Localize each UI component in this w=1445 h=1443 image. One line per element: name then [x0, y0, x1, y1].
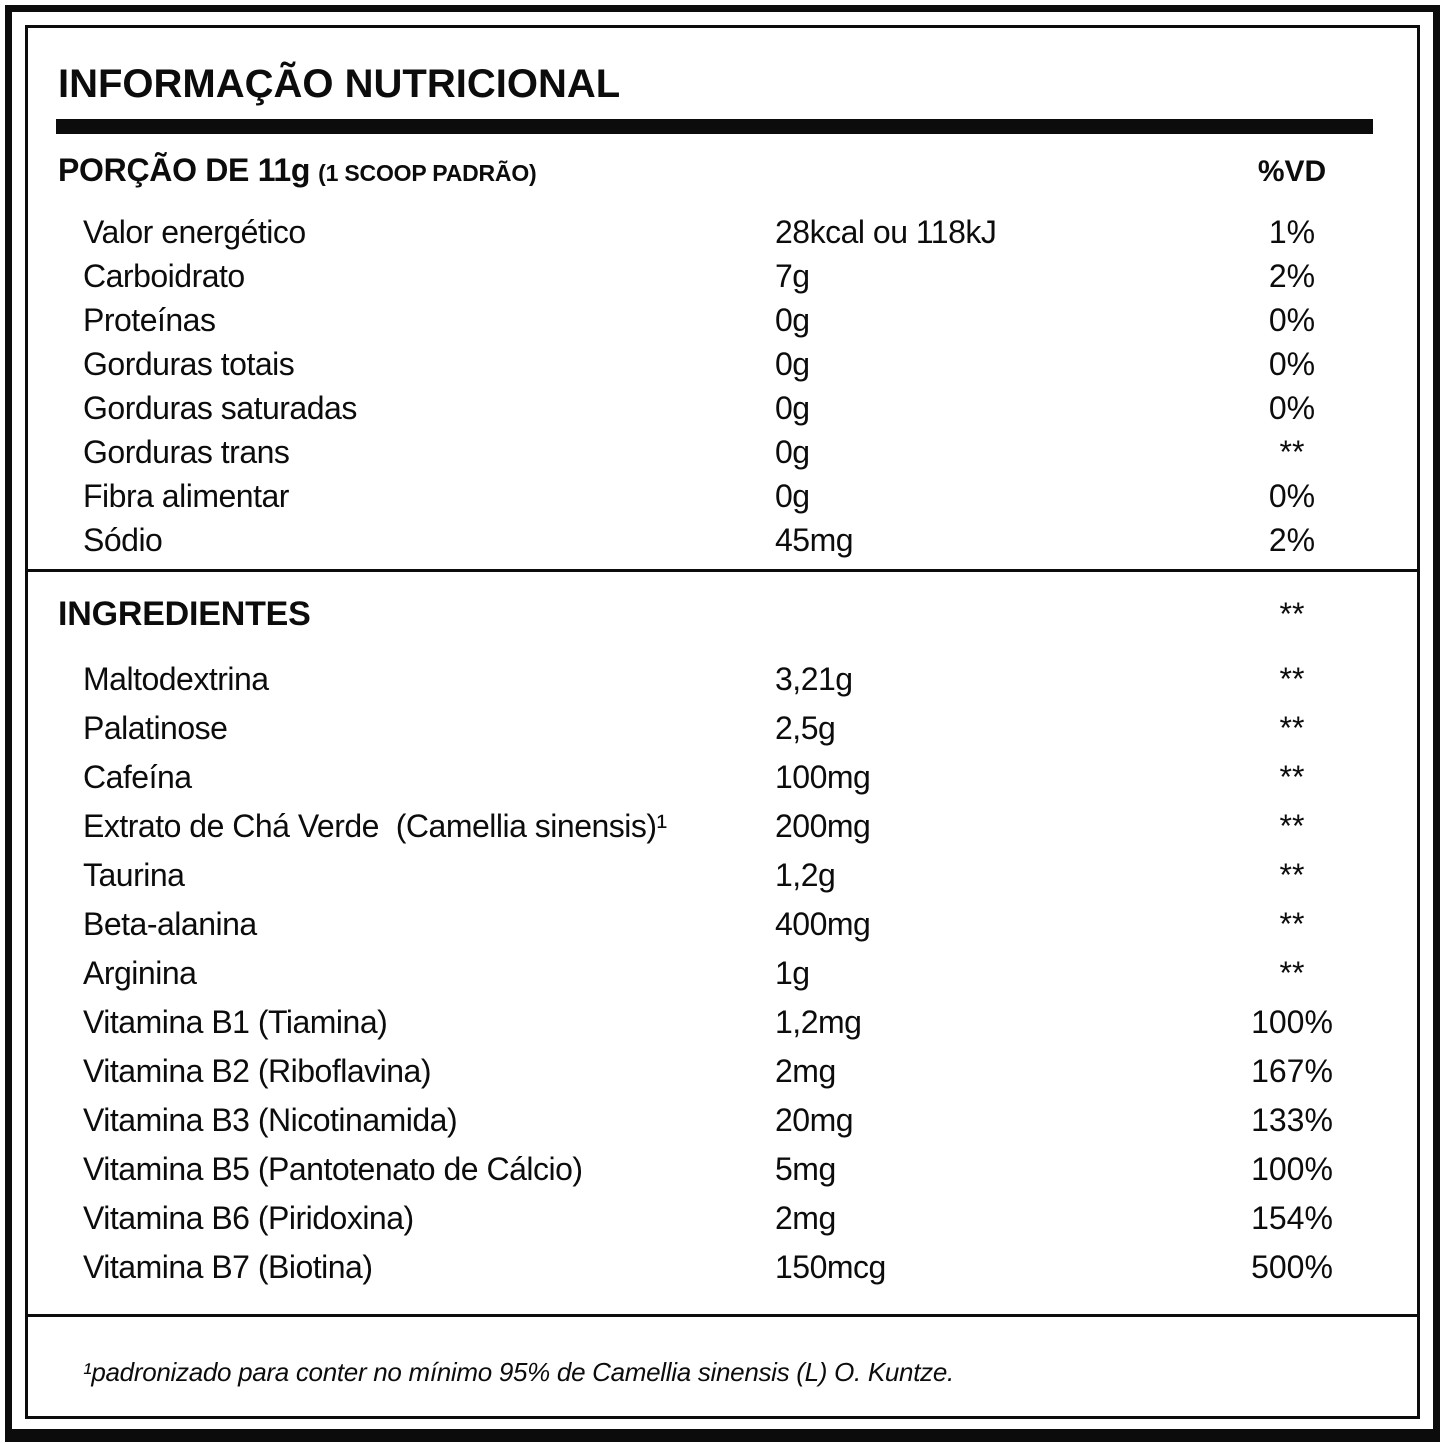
table-row [28, 518, 1417, 562]
nutrition-facts-panel [25, 25, 1420, 1419]
nutrient-daily-value: 0% [1268, 477, 1316, 514]
nutrient-amount: 0g [775, 477, 810, 514]
serving-size [58, 152, 1227, 189]
table-row [28, 254, 1417, 298]
nutrient-amount: 0g [775, 301, 810, 338]
table-row [28, 386, 1417, 430]
table-row [28, 298, 1417, 342]
ingredient-daily-value: ** [1279, 857, 1305, 893]
ingredient-amount: 100mg [775, 759, 871, 795]
ingredient-name: Palatinose [83, 710, 228, 746]
table-row [28, 900, 1417, 949]
nutrient-daily-value: 0% [1268, 301, 1316, 338]
nutrient-name: Fibra alimentar [83, 477, 289, 514]
label-outer-frame [5, 5, 1440, 1442]
ingredient-amount: 1,2mg [775, 1004, 862, 1040]
table-row [28, 802, 1417, 851]
table-row [28, 851, 1417, 900]
table-row [28, 1243, 1417, 1292]
ingredient-name: Maltodextrina [83, 661, 269, 697]
ingredients-section-title: INGREDIENTES [58, 595, 311, 633]
table-row [28, 474, 1417, 518]
ingredient-name: Cafeína [83, 759, 192, 795]
nutrient-name: Valor energético [83, 213, 306, 250]
table-row [28, 1194, 1417, 1243]
ingredients-header-row [28, 590, 1417, 639]
table-row [28, 430, 1417, 474]
ingredient-amount: 2,5g [775, 710, 836, 746]
ingredient-rows [28, 655, 1417, 1292]
ingredient-daily-value: ** [1279, 955, 1305, 991]
table-row [28, 1047, 1417, 1096]
ingredient-daily-value: ** [1279, 661, 1305, 697]
ingredient-amount: 400mg [775, 906, 871, 942]
footnote-text: ¹padronizado para conter no mínimo 95% de Camellia sinensis (L) O. Kuntze. [83, 1357, 954, 1387]
nutrient-amount: 7g [775, 257, 810, 294]
table-row [28, 1096, 1417, 1145]
ingredient-daily-value: 154% [1251, 1200, 1333, 1236]
table-row [28, 655, 1417, 704]
nutrient-amount: 28kcal ou 118kJ [775, 213, 997, 250]
nutrient-name: Sódio [83, 521, 163, 558]
footnote-divider [28, 1314, 1417, 1317]
nutrient-amount: 0g [775, 389, 810, 426]
nutrition-rows [28, 210, 1417, 562]
nutrient-daily-value: 1% [1268, 213, 1316, 250]
ingredient-amount: 150mcg [775, 1249, 886, 1285]
nutrient-name: Gorduras totais [83, 345, 295, 382]
ingredient-name: Vitamina B6 (Piridoxina) [83, 1200, 414, 1236]
serving-header-row [28, 152, 1417, 196]
ingredient-amount: 5mg [775, 1151, 836, 1187]
nutrient-daily-value: 2% [1268, 521, 1316, 558]
ingredient-amount: 200mg [775, 808, 871, 844]
ingredient-amount: 1g [775, 955, 810, 991]
title-divider-bar [56, 119, 1373, 134]
nutrient-daily-value: 0% [1268, 345, 1316, 382]
table-row [28, 1145, 1417, 1194]
daily-value-column-header: %VD [1257, 155, 1327, 188]
ingredient-amount: 2mg [775, 1200, 836, 1236]
ingredient-name: Vitamina B1 (Tiamina) [83, 1004, 388, 1040]
table-row [28, 342, 1417, 386]
nutrient-daily-value: 0% [1268, 389, 1316, 426]
nutrient-amount: 0g [775, 433, 810, 470]
table-row [28, 210, 1417, 254]
nutrient-amount: 45mg [775, 521, 854, 558]
nutrient-name: Gorduras saturadas [83, 389, 357, 426]
ingredient-name: Arginina [83, 955, 197, 991]
ingredient-daily-value: ** [1279, 759, 1305, 795]
ingredient-amount: 20mg [775, 1102, 854, 1138]
table-row [28, 998, 1417, 1047]
ingredient-daily-value: 133% [1251, 1102, 1333, 1138]
ingredient-name: Vitamina B2 (Riboflavina) [83, 1053, 431, 1089]
ingredient-amount: 1,2g [775, 857, 836, 893]
table-row [28, 753, 1417, 802]
ingredient-daily-value: 500% [1251, 1249, 1333, 1285]
nutrient-daily-value: 2% [1268, 257, 1316, 294]
ingredient-amount: 3,21g [775, 661, 853, 697]
ingredient-amount: 2mg [775, 1053, 836, 1089]
ingredient-daily-value: ** [1279, 808, 1305, 844]
nutrient-name: Carboidrato [83, 257, 245, 294]
nutrient-amount: 0g [775, 345, 810, 382]
table-row [28, 949, 1417, 998]
section-divider [28, 569, 1417, 572]
ingredient-name: Beta-alanina [83, 906, 257, 942]
ingredient-name: Extrato de Chá Verde (Camellia sinensis)¹ [83, 808, 667, 844]
ingredient-daily-value: 100% [1251, 1004, 1333, 1040]
nutrient-name: Gorduras trans [83, 433, 290, 470]
ingredient-name: Taurina [83, 857, 185, 893]
table-row [28, 704, 1417, 753]
ingredient-daily-value: 100% [1251, 1151, 1333, 1187]
ingredients-header-daily-value: ** [1279, 596, 1305, 632]
page-title: INFORMAÇÃO NUTRICIONAL [58, 62, 621, 106]
ingredient-daily-value: ** [1279, 710, 1305, 746]
serving-size-label: PORÇÃO DE 11g [58, 152, 311, 188]
serving-size-note: (1 SCOOP PADRÃO) [318, 160, 537, 186]
ingredient-name: Vitamina B7 (Biotina) [83, 1249, 373, 1285]
ingredient-name: Vitamina B5 (Pantotenato de Cálcio) [83, 1151, 583, 1187]
nutrient-name: Proteínas [83, 301, 216, 338]
ingredient-daily-value: ** [1279, 906, 1305, 942]
ingredient-daily-value: 167% [1251, 1053, 1333, 1089]
nutrient-daily-value: ** [1279, 433, 1305, 470]
ingredient-name: Vitamina B3 (Nicotinamida) [83, 1102, 458, 1138]
